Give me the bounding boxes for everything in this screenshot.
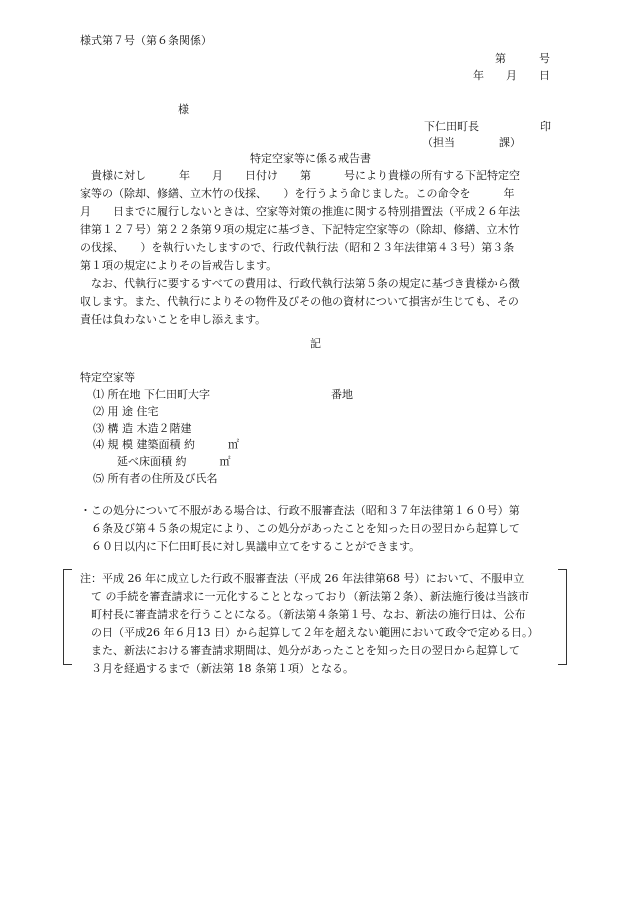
issuer-name: 下仁田町長 <box>424 120 479 133</box>
ki-heading: 記 <box>310 337 321 350</box>
property-structure: ⑶ 構 造 木造２階建 <box>93 422 192 435</box>
text-line: 月 日までに履行しないときは、空家等対策の推進に関する特別措置法（平成２６年法 <box>80 205 520 218</box>
property-heading: 特定空家等 <box>80 371 135 384</box>
addressee-honorific: 様 <box>178 103 189 116</box>
document-number: 第 号 <box>495 52 550 65</box>
note-bracket-right <box>558 569 567 665</box>
appeal-notice <box>80 502 560 556</box>
property-scale: ⑷ 規 模 建築面積 約 ㎡ <box>93 438 239 451</box>
text-line: なお、代執行に要するすべての費用は、行政代執行法第５条の規定に基づき貴様から徴 <box>80 277 520 290</box>
contact-department: （担当 課） <box>422 136 521 149</box>
text-line: 第１項の規定によりその旨戒告します。 <box>80 259 278 272</box>
text-line: て の手続を審査請求に一元化することとなっており（新法第２条）、新法施行後は当該市 <box>80 590 529 603</box>
issue-date: 年 月 日 <box>473 69 550 82</box>
text-line: の伐採、 ）を執行いたしますので、行政代執行法（昭和２３年法律第４３号）第３条 <box>80 241 515 254</box>
text-line: ６０日以内に下仁田町長に対し異議申立てをすることができます。 <box>80 540 421 553</box>
note-block <box>80 570 558 678</box>
text-line: の日（平成26 年６月13 日）から起算して２年を超えない範囲において政令で定める日。） <box>80 626 539 639</box>
page-title: 特定空家等に係る戒告書 <box>250 152 371 165</box>
property-location: ⑴ 所在地 下仁田町大字 番地 <box>93 388 353 401</box>
note-bracket-left <box>63 569 72 665</box>
property-use: ⑵ 用 途 住宅 <box>93 405 159 418</box>
text-line: また、新法における審査請求期間は、処分があったことを知った日の翌日から起算して <box>80 644 520 657</box>
warning-paragraph-2 <box>80 275 552 329</box>
property-floor-area: 延べ床面積 約 ㎡ <box>106 455 231 468</box>
text-line: 責任は負わないことを申し添えます。 <box>80 313 267 326</box>
text-line: ３月を経過するまで（新法第 18 条第１項）となる。 <box>80 662 354 675</box>
warning-paragraph-1 <box>80 167 552 275</box>
text-line: 収します。また、代執行によりその物件及びその他の資材について損害が生じても、その <box>80 295 519 308</box>
text-line: 注：平成 26 年に成立した行政不服審査法（平成 26 年法律第68 号）において、不服申立 <box>80 572 525 585</box>
text-line: 家等の（除却、修繕、立木竹の伐採、 ）を行うよう命じました。この命令を 年 <box>80 187 515 200</box>
text-line: ６条及び第４５条の規定により、この処分があったことを知った日の翌日から起算して <box>80 522 520 535</box>
text-line: 貴様に対し 年 月 日付け 第 号により貴様の所有する下記特定空 <box>80 169 520 182</box>
text-line: 町村長に審査請求を行うことになる。（新法第４条第１号、なお、新法の施行日は、公布 <box>80 608 526 621</box>
seal-mark: 印 <box>540 120 551 133</box>
property-owner: ⑸ 所有者の住所及び氏名 <box>93 472 218 485</box>
text-line: 律第１２７号）第２２条第９項の規定に基づき、下記特定空家等の（除却、修繕、立木竹 <box>80 223 520 236</box>
form-number: 様式第７号（第６条関係） <box>80 34 212 47</box>
text-line: ・この処分について不服がある場合は、行政不服審査法（昭和３７年法律第１６０号）第 <box>80 504 520 517</box>
